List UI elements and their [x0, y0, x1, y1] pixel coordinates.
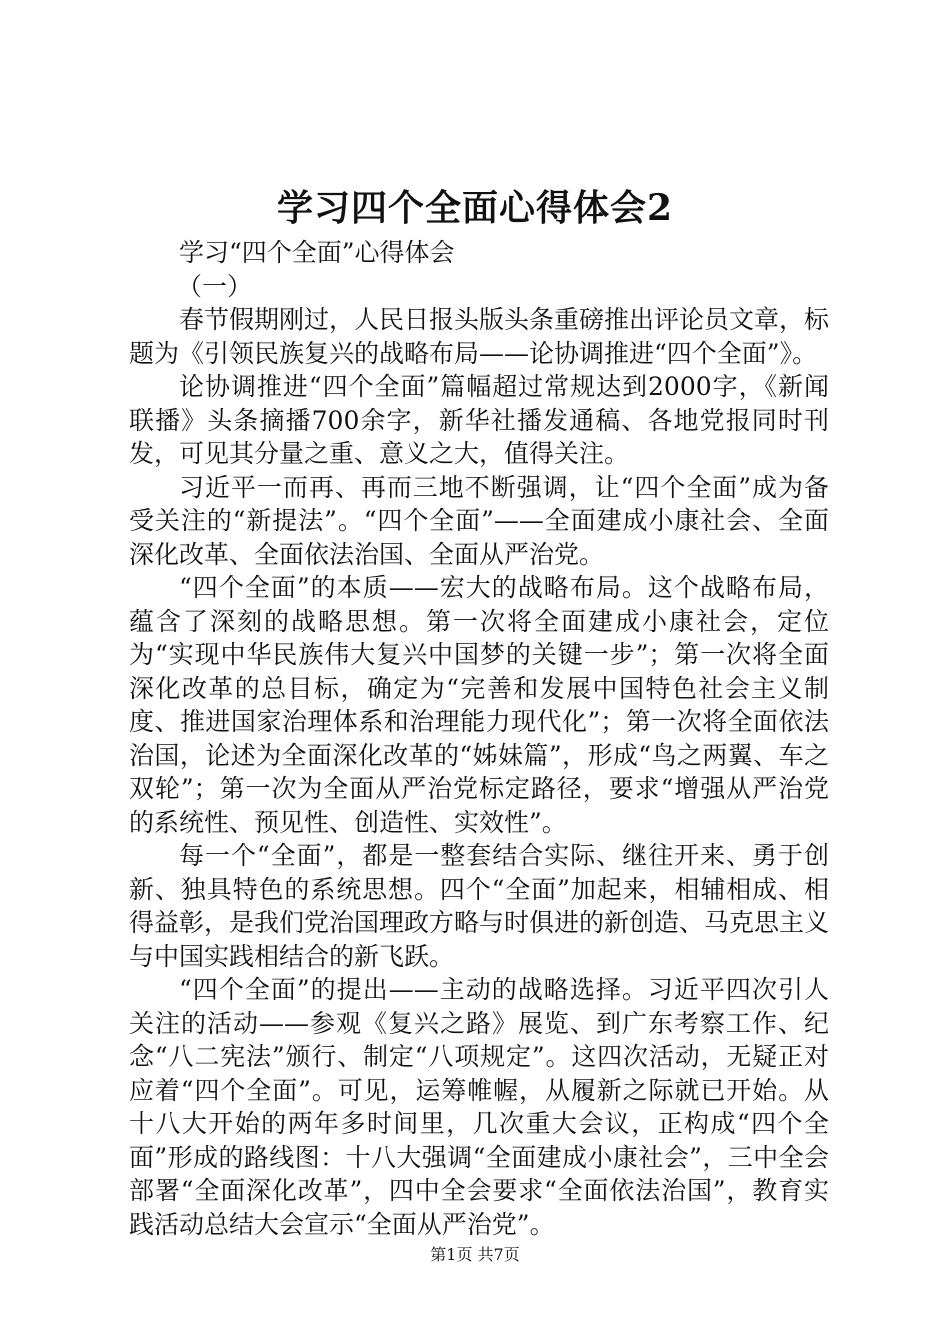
paragraph: 习近平一而再、再而三地不断强调，让“四个全面”成为备受关注的“新提法”。“四个全面”——全面建成小康社会、全面深化改革、全面依法治国、全面从严治党。 — [129, 472, 829, 569]
paragraph: 每一个“全面”，都是一整套结合实际、继往开来、勇于创新、独具特色的系统思想。四个“全面”加起来，相辅相成、相得益彰，是我们党治国理政方略与时俱进的新创造、马克思主义与中国实践相结合的新飞跃。 — [129, 841, 830, 971]
page-number-footer: 第1页 共7页 — [430, 1245, 520, 1264]
document-subtitle: 学习“四个全面”心得体会 — [179, 238, 455, 267]
paragraph: “四个全面”的提出——主动的战略选择。习近平四次引人关注的活动——参观《复兴之路》展览、到广东考察工作、纪念“八二宪法”颁行、制定“八项规定”。这四次活动，无疑正对应着“四个全面”。可见，运筹帷幄，从履新之际就已开始。从十八大开始的两年多时间里，几次重大会议，正构成“四个全面”形成的路线图：十八大强调“全面建成小康社会”，三中全会部署“全面深化改革”，四中全会要求“全面依法治国”，教育实践活动总结大会宣示“全面从严治党”。 — [129, 975, 829, 1239]
document-title: 学习四个全面心得体会2 — [276, 187, 674, 229]
paragraph: 论协调推进“四个全面”篇幅超过常规达到2000字，《新闻联播》头条摘播700余字，新华社播发通稿、各地党报同时刊发，可见其分量之重、意义之大，值得关注。 — [129, 372, 829, 468]
paragraph: 春节假期刚过，人民日报头版头条重磅推出评论员文章，标题为《引领民族复兴的战略布局——论协调推进“四个全面”》。 — [129, 305, 830, 368]
section-label: （一） — [177, 271, 253, 301]
paragraph: “四个全面”的本质——宏大的战略布局。这个战略布局，蕴含了深刻的战略思想。第一次将全面建成小康社会，定位为“实现中华民族伟大复兴中国梦的关键一步”；第一次将全面深化改革的总目标，确定为“完善和发展中国特色社会主义制度、推进国家治理体系和治理能力现代化”；第一次将全面依法治国，论述为全面深化改革的“姊妹篇”，形成“鸟之两翼、车之双轮”；第一次为全面从严治党标定路径，要求“增强从严治党的系统性、预见性、创造性、实效性”。 — [129, 573, 829, 837]
document-body — [129, 236, 829, 1241]
